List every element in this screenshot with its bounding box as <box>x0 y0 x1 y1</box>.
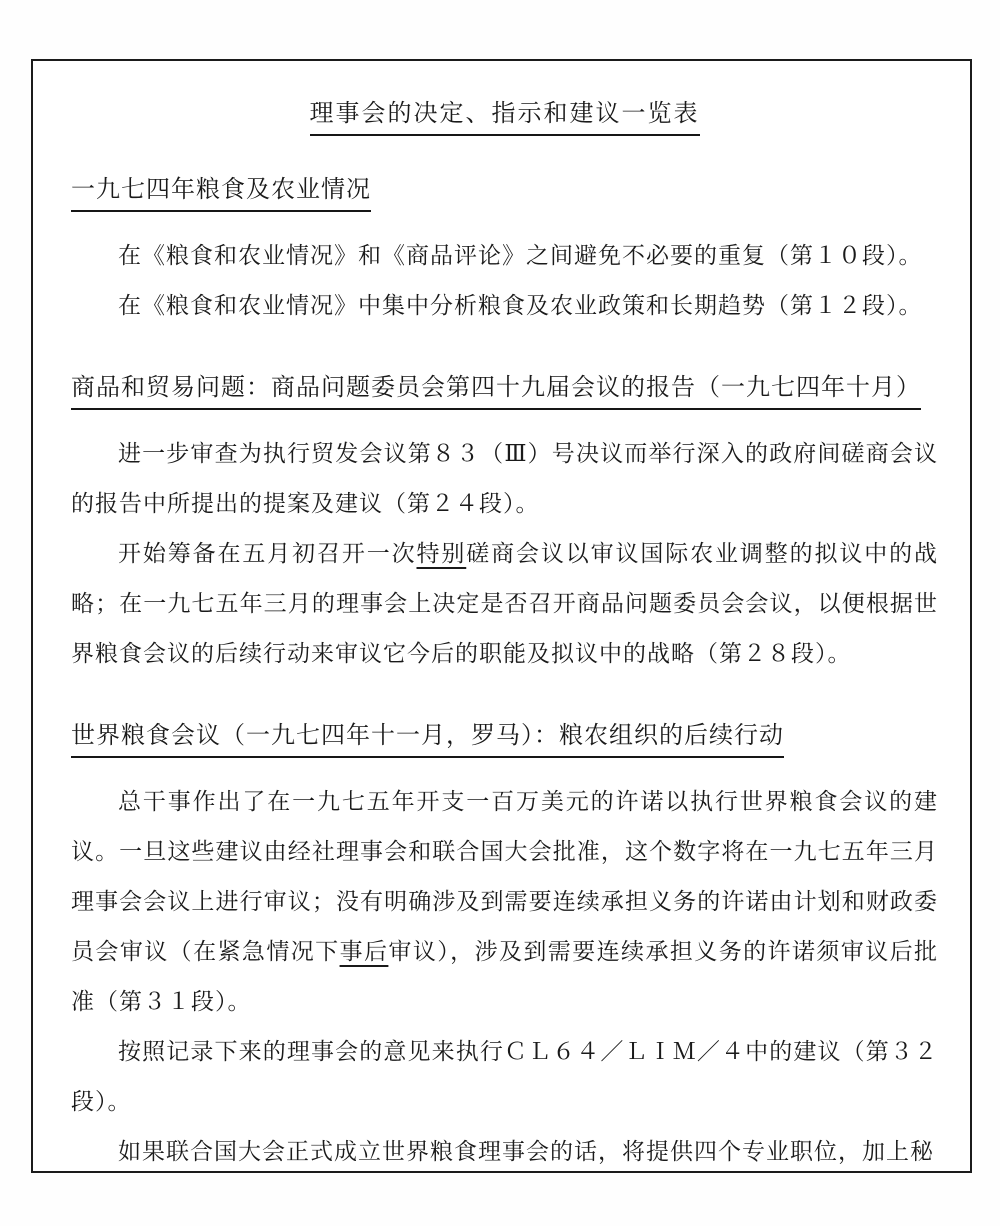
paragraph <box>71 1027 938 1127</box>
paragraph <box>71 429 938 529</box>
section-body <box>71 777 938 1173</box>
section-commodity-and-trade <box>71 371 938 679</box>
section-heading-row <box>71 173 938 205</box>
section-heading: 商品和贸易问题：商品问题委员会第四十九届会议的报告（一九七四年十月） <box>71 373 921 410</box>
underlined-text-segment: 事后 <box>339 939 389 965</box>
title-row <box>71 97 938 129</box>
text-segment: 在《粮食和农业情况》和《商品评论》之间避免不必要的重复（第１０段）。 <box>118 243 923 269</box>
paragraph <box>71 281 938 331</box>
text-segment: 按照记录下来的理事会的意见来执行ＣＬ６４／ＬＩＭ／４中的建议（第３２段）。 <box>71 1039 938 1115</box>
section-food-agriculture-1974 <box>71 173 938 331</box>
paragraph <box>71 777 938 1027</box>
section-heading: 一九七四年粮食及农业情况 <box>71 175 371 212</box>
document-page <box>31 59 972 1173</box>
paragraph <box>71 1127 938 1173</box>
text-segment: 进一步审查为执行贸发会议第８３（Ⅲ）号决议而举行深入的政府间磋商会议的报告中所提出的提案及建议（第２４段）。 <box>71 441 938 517</box>
document-title: 理事会的决定、指示和建议一览表 <box>310 99 700 136</box>
text-segment: 总干事作出了在一九七五年开支一百万美元的许诺以执行世界粮食会议的建议。一旦这些建议由经社理事会和联合国大会批准，这个数字将在一九七五年三月理事会会议上进行审议；没有明确涉及到需要连续承担义务的许诺由计划和财政委员会审议（在紧急情况下 <box>71 789 938 965</box>
text-segment: 审议），涉及到需要连续承担义务的许诺须审议后批准（第３１段）。 <box>71 939 939 1015</box>
section-heading: 世界粮食会议（一九七四年十一月，罗马）：粮农组织的后续行动 <box>71 721 784 758</box>
text-segment: 在《粮食和农业情况》中集中分析粮食及农业政策和长期趋势（第１２段）。 <box>118 293 923 319</box>
section-heading-row <box>71 719 938 751</box>
text-segment: 磋商会议以审议国际农业调整的拟议中的战略；在一九七五年三月的理事会上决定是否召开商品问题委员会会议，以便根据世界粮食会议的后续行动来审议它今后的职能及拟议中的战略（第２８段）。 <box>71 541 938 667</box>
text-segment: 开始筹备在五月初召开一次 <box>118 541 417 567</box>
paragraph <box>71 529 938 679</box>
text-segment: 如果联合国大会正式成立世界粮食理事会的话，将提供四个专业职位，加上秘 <box>118 1139 934 1165</box>
section-heading-row <box>71 371 938 403</box>
section-body <box>71 231 938 331</box>
section-body <box>71 429 938 679</box>
underlined-text-segment: 特别 <box>416 541 467 567</box>
paragraph <box>71 231 938 281</box>
section-world-food-conference <box>71 719 938 1173</box>
